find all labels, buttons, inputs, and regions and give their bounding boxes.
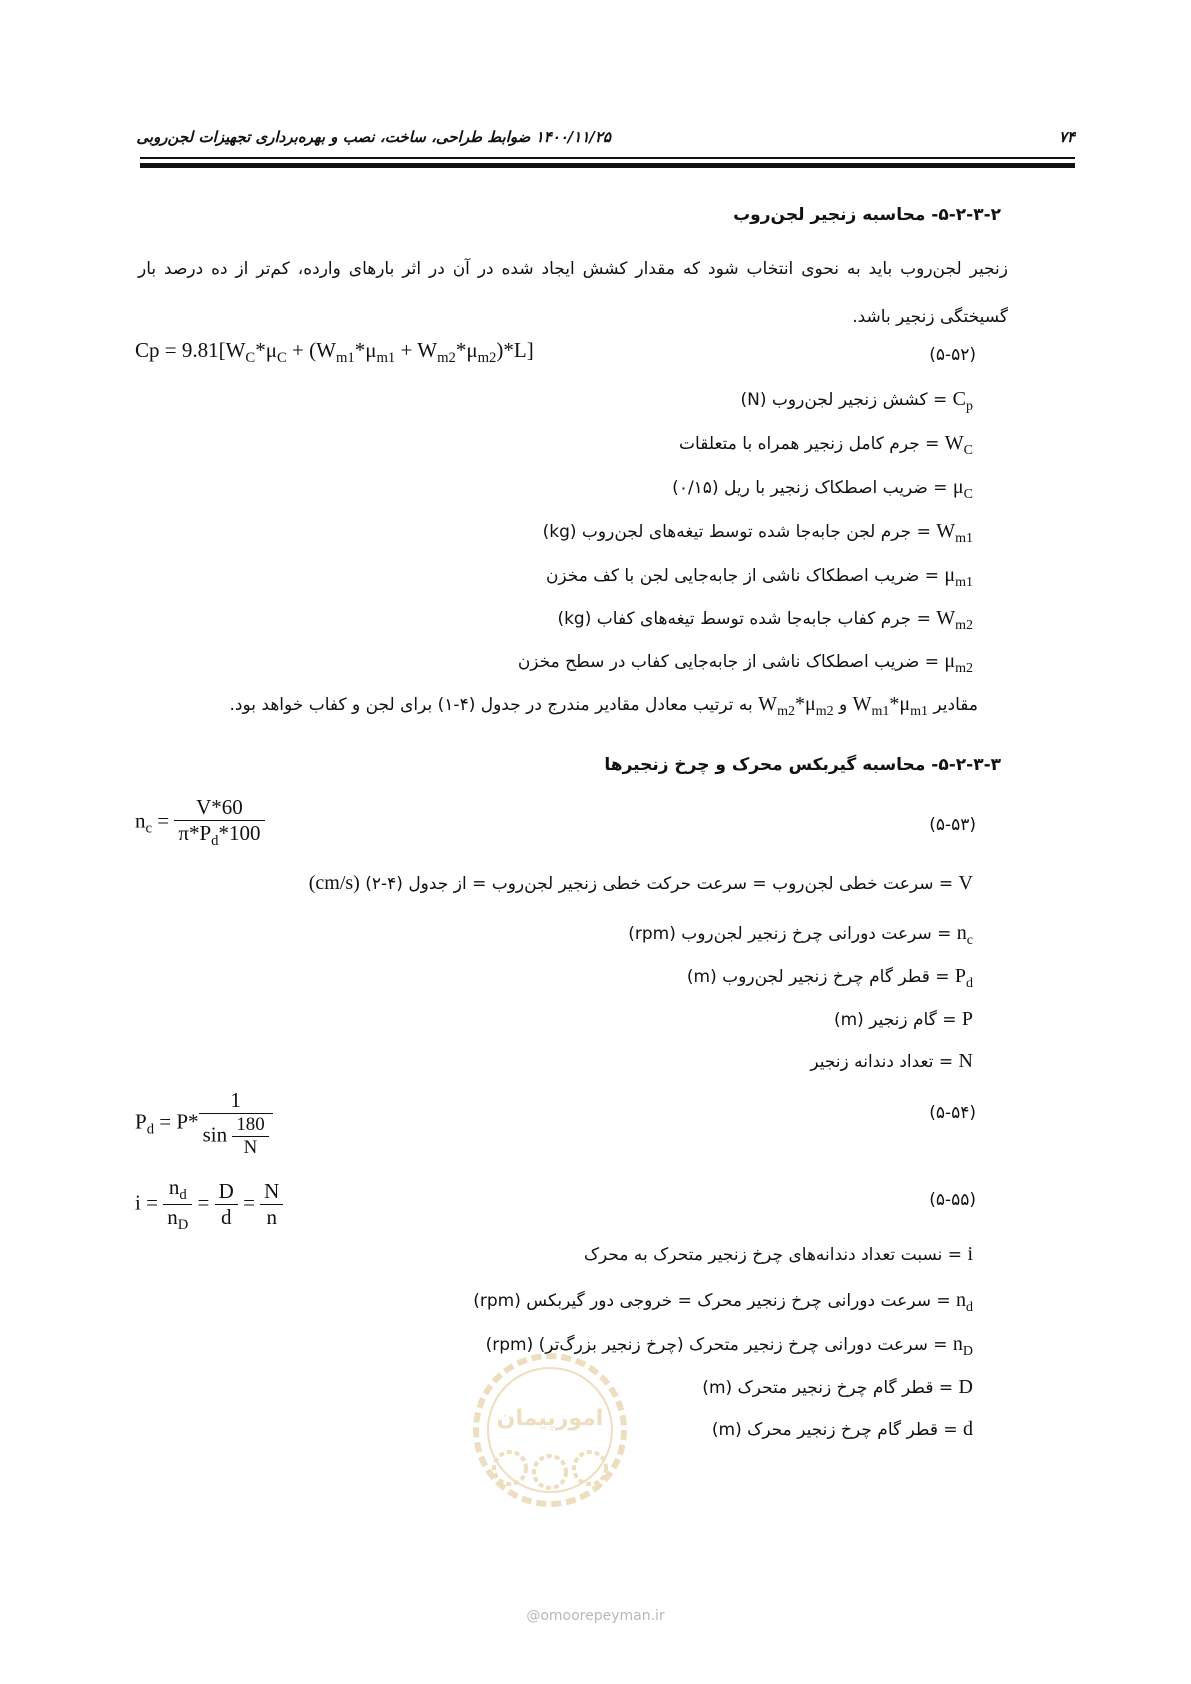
header-rule-thin — [140, 157, 1075, 159]
equation-number-54: (۵-۵۴) — [929, 1103, 976, 1123]
section-heading-gearbox: ۵-۲-۳-۳- محاسبه گیربکس محرک و چرخ زنجیرها — [604, 755, 1001, 775]
equation-number-53: (۵-۵۳) — [929, 815, 976, 835]
definition-wm2: $W_{m2}$ = جرم کفاب جابه‌جا شده توسط تیغه‌های کفاب (kg) — [557, 607, 973, 633]
equation-53: $n_c$ = $\frac{V*60}{\pi*P_d*100}$ — [135, 795, 265, 850]
watermark-url: @omoorepeyman.ir — [526, 1608, 665, 1624]
values-sentence: مقادیر $W_{m1}*\mu_{m1}$ و $W_{m2}*\mu_{m2}$ به ترتیب معادل مقادیر مندرج در جدول (۴-۱) برای لجن و کفاب خواهد بود. — [229, 693, 978, 719]
definition-n: N = تعداد دندانه زنجیر — [810, 1050, 973, 1072]
equation-54: $P_d = P*$ 1 sin $\frac{180}{N}$ — [135, 1088, 273, 1159]
definition-nd: $n_d$ = سرعت دورانی چرخ زنجیر محرک = خروجی دور گیربکس (rpm) — [473, 1289, 973, 1315]
definition-pd: $P_d$ = قطر گام چرخ زنجیر لجن‌روب (m) — [686, 965, 973, 991]
definition-nD: $n_D$ = سرعت دورانی چرخ زنجیر متحرک (چرخ زنجیر بزرگ‌تر) (rpm) — [485, 1333, 973, 1359]
equation-number-52: (۵-۵۲) — [929, 345, 976, 365]
header-rule-thick — [140, 163, 1075, 168]
equation-55: i = $\frac{n_d}{n_D}$ = $\frac{D}{d}$ = $\frac{N}{n}$ — [135, 1175, 283, 1234]
definition-v: V = سرعت خطی لجن‌روب = سرعت حرکت خطی زنجیر لجن‌روب = از جدول (۴-۲) (cm/s) — [308, 872, 973, 894]
definition-D: D = قطر گام چرخ زنجیر متحرک (m) — [702, 1376, 973, 1398]
definition-mum1: $\mu_{m1}$ = ضریب اصطکاک ناشی از جابه‌جایی لجن با کف مخزن — [545, 564, 973, 590]
running-header: ۱۴۰۰/۱۱/۲۵ ضوابط طراحی، ساخت، نصب و بهره‌برداری تجهیزات لجن‌روبی — [136, 128, 611, 146]
definition-wm1: $W_{m1}$ = جرم لجن جابه‌جا شده توسط تیغه‌های لجن‌روب (kg) — [542, 520, 973, 546]
equation-number-55: (۵-۵۵) — [929, 1190, 976, 1210]
svg-text:امورپیمان: امورپیمان — [496, 1406, 604, 1431]
definition-nc: $n_c$ = سرعت دورانی چرخ زنجیر لجن‌روب (rpm) — [628, 922, 973, 948]
definition-d: d = قطر گام چرخ زنجیر محرک (m) — [711, 1418, 973, 1440]
definition-p: P = گام زنجیر (m) — [833, 1008, 973, 1030]
definition-wc: $W_C$ = جرم کامل زنجیر همراه با متعلقات — [679, 432, 973, 458]
definition-i: i = نسبت تعداد دندانه‌های چرخ زنجیر متحرک به محرک — [583, 1243, 973, 1265]
equation-52: $Cp = 9.81[W_C*\mu_C + (W_{m1}*\mu_{m1} + W_{m2}*\mu_{m2})*L]$ — [135, 338, 534, 367]
intro-paragraph: زنجیر لجن‌روب باید به نحوی انتخاب شود که مقدار کشش ایجاد شده در آن در اثر بارهای وارده، کم‌تر از ده درصد بار گسیختگی زنجیر باشد. — [138, 259, 1008, 327]
watermark-logo — [465, 1350, 635, 1510]
definition-muc: $\mu_C$ = ضریب اصطکاک زنجیر با ریل (۰/۱۵) — [672, 476, 973, 502]
section-heading-chain: ۵-۲-۳-۲- محاسبه زنجیر لجن‌روب — [733, 205, 1001, 225]
definition-mum2: $\mu_{m2}$ = ضریب اصطکاک ناشی از جابه‌جایی کفاب در سطح مخزن — [517, 650, 973, 676]
definition-cp: $C_p$ = کشش زنجیر لجن‌روب (N) — [740, 388, 973, 414]
page-number: ۷۴ — [1058, 128, 1075, 146]
